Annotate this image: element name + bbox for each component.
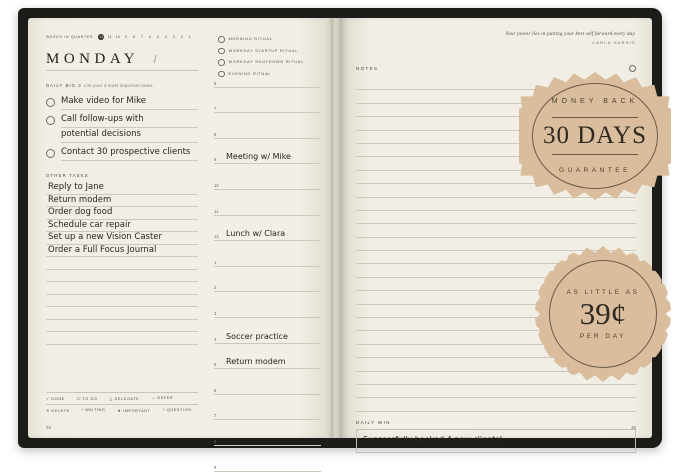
notes-bullet-icon xyxy=(629,65,636,72)
other-task-item-empty[interactable] xyxy=(46,332,198,345)
legend-item: / WAITING xyxy=(81,408,106,412)
weeks-in-quarter-label: WEEKS IN QUARTER xyxy=(46,35,94,39)
schedule-row[interactable] xyxy=(214,446,321,472)
schedule-row[interactable] xyxy=(214,241,321,267)
schedule-hour-label: 10 xyxy=(214,182,219,188)
other-task-item[interactable]: Set up a new Vision Caster xyxy=(46,232,198,245)
schedule-hour-label: 3 xyxy=(214,310,217,316)
legend-item: ✕ DELETE xyxy=(46,409,70,413)
hourly-schedule xyxy=(214,62,321,470)
schedule-row[interactable] xyxy=(214,164,321,190)
quote-text: Your power lies in putting your best self forward every day. xyxy=(505,32,636,37)
notes-line[interactable] xyxy=(356,224,636,237)
schedule-row[interactable] xyxy=(214,113,321,139)
big3-item[interactable] xyxy=(46,113,198,143)
ritual-item[interactable] xyxy=(218,48,323,55)
schedule-row[interactable] xyxy=(214,420,321,446)
schedule-row[interactable] xyxy=(214,267,321,293)
legend-row xyxy=(46,392,198,404)
week-number: 6 xyxy=(148,35,151,39)
page-number-left: 34 xyxy=(46,425,52,430)
week-number: 3 xyxy=(172,35,175,39)
schedule-hour-label: 6 xyxy=(214,80,217,86)
week-number: 1 xyxy=(188,35,191,39)
week-number: 8 xyxy=(132,35,135,39)
page-number-right: 35 xyxy=(630,425,636,430)
schedule-row[interactable] xyxy=(214,190,321,216)
daily-big-3-header xyxy=(46,83,198,88)
daily-win-box[interactable] xyxy=(356,429,636,453)
badge-top-text: AS LITTLE AS xyxy=(566,288,640,296)
day-heading-block xyxy=(46,50,198,71)
other-task-item-empty[interactable] xyxy=(46,282,198,295)
schedule-hour-label: 4 xyxy=(214,336,217,342)
schedule-entry: Lunch w/ Clara xyxy=(226,229,286,239)
legend-item: ? QUESTION xyxy=(162,408,192,412)
schedule-entry: Return modem xyxy=(226,357,286,367)
daily-big-3-hint: List your 3 most important tasks. xyxy=(83,83,155,88)
schedule-row[interactable] xyxy=(214,139,321,165)
checkbox-circle-icon[interactable] xyxy=(218,36,225,43)
schedule-row[interactable] xyxy=(214,62,321,88)
schedule-row[interactable] xyxy=(214,344,321,370)
schedule-row[interactable] xyxy=(214,88,321,114)
badge-content xyxy=(519,72,671,200)
schedule-hour-label: 12 xyxy=(214,234,219,240)
legend-item: ★ IMPORTANT xyxy=(117,409,151,413)
legend-item: ☐ TO DO xyxy=(76,397,98,401)
schedule-hour-label: 7 xyxy=(214,106,217,112)
ritual-item-label: WORKDAY STARTUP RITUAL xyxy=(228,48,299,53)
badge-arc-top: MONEY BACK xyxy=(551,98,639,105)
ritual-item-label: EVENING RITUAL xyxy=(228,71,272,76)
other-tasks-list xyxy=(46,182,198,345)
ritual-item-label: WORKDAY SHUTDOWN RITUAL xyxy=(228,60,305,65)
schedule-hour-label: 11 xyxy=(214,208,219,214)
week-number: 10 xyxy=(115,35,120,39)
price-per-day-badge xyxy=(535,246,671,382)
checkbox-circle-icon[interactable] xyxy=(218,48,225,55)
badge-divider xyxy=(552,154,638,155)
legend xyxy=(46,392,198,416)
other-task-item-empty[interactable] xyxy=(46,257,198,270)
week-number: 2 xyxy=(180,35,183,39)
week-number: 11 xyxy=(107,35,112,39)
schedule-hour-label: 7 xyxy=(214,413,217,419)
legend-item: ✓ DONE xyxy=(46,397,65,401)
badge-arc-bottom: GUARANTEE xyxy=(559,167,631,174)
schedule-entry: Meeting w/ Mike xyxy=(226,152,291,162)
other-task-item[interactable]: Schedule car repair xyxy=(46,220,198,233)
legend-row xyxy=(46,404,198,416)
daily-win-text: Successfully booked 4 new clients! xyxy=(363,434,503,444)
big3-item-text-cont: potential decisions xyxy=(61,128,198,143)
big3-item[interactable] xyxy=(46,95,198,110)
legend-item: △ DELEGATE xyxy=(109,397,140,401)
week-number: 7 xyxy=(140,35,143,39)
other-task-item[interactable]: Reply to Jane xyxy=(46,182,198,195)
other-task-item[interactable]: Order a Full Focus Journal xyxy=(46,245,198,258)
page-title: MONDAY xyxy=(46,51,140,67)
other-task-item-empty[interactable] xyxy=(46,320,198,333)
other-task-item-empty[interactable] xyxy=(46,307,198,320)
notes-line[interactable] xyxy=(356,398,636,411)
schedule-hour-label: 6 xyxy=(214,387,217,393)
schedule-hour-label: 9 xyxy=(214,464,217,470)
schedule-row[interactable] xyxy=(214,292,321,318)
checkbox-circle-icon[interactable] xyxy=(46,98,55,107)
badge-content xyxy=(535,246,671,382)
left-page xyxy=(28,18,335,470)
schedule-hour-label: 8 xyxy=(214,438,217,444)
other-task-item[interactable]: Return modem xyxy=(46,195,198,208)
notes-line[interactable] xyxy=(356,211,636,224)
schedule-hour-label: 5 xyxy=(214,362,217,368)
notes-header xyxy=(356,65,636,72)
schedule-hour-label: 1 xyxy=(214,259,217,265)
daily-big-3-label: DAILY BIG 3 xyxy=(46,83,82,88)
week-number: 9 xyxy=(124,35,127,39)
ritual-item-label: MORNING RITUAL xyxy=(228,37,273,42)
schedule-entry: Soccer practice xyxy=(226,331,288,341)
legend-item: → DEFER xyxy=(151,396,174,400)
big3-item[interactable] xyxy=(46,146,198,161)
ritual-item[interactable] xyxy=(218,36,323,43)
checkbox-circle-icon[interactable] xyxy=(46,116,55,125)
daily-big-3-list xyxy=(46,95,198,161)
badge-main-text: 30 DAYS xyxy=(542,122,648,149)
badge-divider xyxy=(552,117,638,118)
quote-author: CARLA HARRIS xyxy=(592,40,636,45)
big3-item-text: Make video for Mike xyxy=(61,95,198,110)
schedule-hour-label: 9 xyxy=(214,157,217,163)
money-back-guarantee-badge xyxy=(519,72,671,200)
schedule-row[interactable] xyxy=(214,395,321,421)
badge-bottom-text: PER DAY xyxy=(579,332,627,340)
big3-item-text: Call follow-ups with xyxy=(61,113,198,128)
notes-label: NOTES xyxy=(356,66,379,71)
schedule-row[interactable] xyxy=(214,318,321,344)
week-number: 5 xyxy=(156,35,159,39)
big3-item-text: Contact 30 prospective clients xyxy=(61,146,198,161)
week-number-active: 12 xyxy=(99,35,104,39)
week-number: 4 xyxy=(164,35,167,39)
other-task-item-empty[interactable] xyxy=(46,295,198,308)
schedule-hour-label: 8 xyxy=(214,131,217,137)
schedule-row[interactable] xyxy=(214,216,321,242)
other-tasks-label: OTHER TASKS xyxy=(46,173,89,178)
other-task-item[interactable]: Order dog food xyxy=(46,207,198,220)
other-task-item-empty[interactable] xyxy=(46,270,198,283)
notes-line[interactable] xyxy=(356,385,636,398)
badge-price-text: 39¢ xyxy=(579,295,627,331)
checkbox-circle-icon[interactable] xyxy=(46,149,55,158)
schedule-row[interactable] xyxy=(214,369,321,395)
schedule-hour-label: 2 xyxy=(214,285,217,291)
daily-win-label: DAILY WIN xyxy=(356,419,391,425)
date-field[interactable]: / xyxy=(153,54,157,66)
